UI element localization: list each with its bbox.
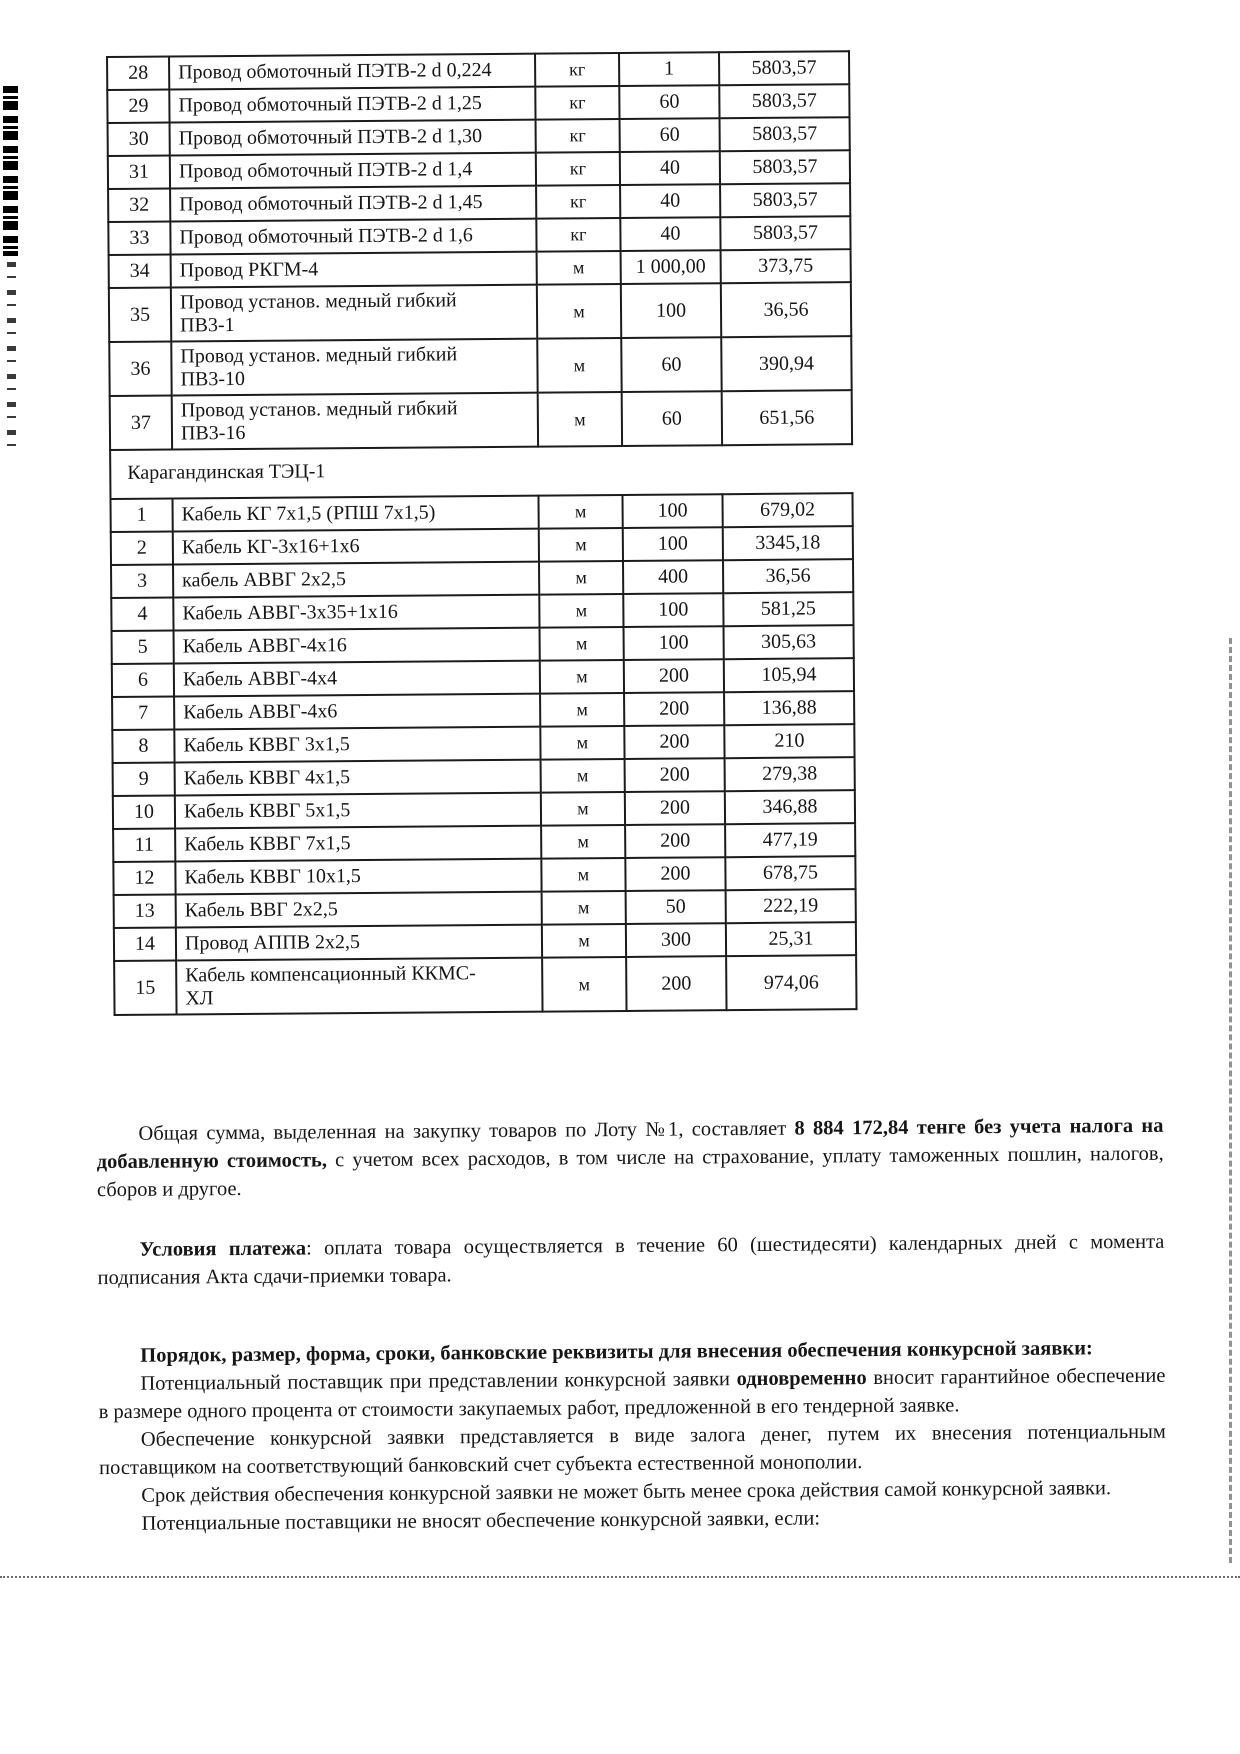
item-name-cell: Провод установ. медный гибкий ПВ3-1 xyxy=(171,285,537,342)
table-row xyxy=(109,282,851,342)
quantity-cell: 300 xyxy=(626,923,726,957)
unit-cell: м xyxy=(538,392,622,447)
row-number-cell: 34 xyxy=(109,255,171,288)
bid-security-paragraph-3: Срок действия обеспечения конкурсной заявки не может быть менее срока действия самой конкурсной заявки. xyxy=(141,1477,1112,1507)
unit-cell: м xyxy=(542,924,626,958)
item-name-cell: Кабель АВВГ-3х35+1х16 xyxy=(173,595,539,631)
total-sum-paragraph xyxy=(96,1112,1164,1204)
unit-price-cell: 679,02 xyxy=(722,493,852,527)
bid-security-paragraph-2: Обеспечение конкурсной заявки представляется в виде залога денег, путем их внесения потенциальным поставщиком на соответствующий банковский счет субъекта естественной монополии. xyxy=(99,1420,1166,1480)
unit-price-cell: 390,94 xyxy=(721,336,851,391)
row-number-cell: 10 xyxy=(113,796,175,829)
quantity-cell: 60 xyxy=(620,118,720,152)
item-name-cell: Провод установ. медный гибкий ПВ3-10 xyxy=(171,339,537,396)
quantity-cell: 40 xyxy=(620,151,720,185)
row-number-cell: 7 xyxy=(112,697,174,730)
item-name-cell: Кабель КВВГ 10х1,5 xyxy=(175,859,541,895)
lot-items-table-continued xyxy=(106,50,853,451)
unit-price-cell: 5803,57 xyxy=(720,216,850,250)
unit-cell: м xyxy=(539,561,623,595)
row-number-cell: 3 xyxy=(111,565,173,598)
unit-price-cell: 279,38 xyxy=(725,757,855,791)
item-name-cell: Кабель АВВГ-4х6 xyxy=(174,694,540,730)
row-number-cell: 29 xyxy=(107,90,169,123)
body-text xyxy=(96,1112,1166,1538)
item-name-cell: Провод обмоточный ПЭТВ-2 d 1,30 xyxy=(170,120,536,156)
unit-price-cell: 5803,57 xyxy=(719,84,849,118)
unit-cell: м xyxy=(537,338,621,393)
unit-price-cell: 651,56 xyxy=(722,390,852,445)
item-name-cell: Кабель КВВГ 3х1,5 xyxy=(174,727,540,763)
table-row xyxy=(109,336,851,396)
unit-cell: кг xyxy=(536,218,620,252)
bid-security-heading: Порядок, размер, форма, сроки, банковские реквизиты для внесения обеспечения конкурсной заявки: xyxy=(140,1337,1093,1367)
quantity-cell: 200 xyxy=(625,824,725,858)
unit-cell: кг xyxy=(536,185,620,219)
unit-price-cell: 5803,57 xyxy=(720,183,850,217)
quantity-cell: 1 000,00 xyxy=(621,250,721,284)
bid-security-paragraph-1 xyxy=(98,1362,1165,1426)
scan-artifact-dotted-rule xyxy=(0,1576,1240,1578)
item-name-cell: Кабель КВВГ 7х1,5 xyxy=(175,826,541,862)
row-number-cell: 36 xyxy=(109,342,171,396)
quantity-cell: 60 xyxy=(621,337,721,392)
item-name-cell: Кабель КВВГ 5х1,5 xyxy=(175,793,541,829)
unit-price-cell: 5803,57 xyxy=(720,150,850,184)
item-name-cell: Провод РКГМ-4 xyxy=(171,252,537,288)
bid-security-p1-pre: Потенциальный поставщик при представлении конкурсной заявки xyxy=(140,1368,737,1395)
unit-cell: м xyxy=(539,528,623,562)
table-row xyxy=(114,955,856,1015)
unit-price-cell: 305,63 xyxy=(724,625,854,659)
unit-cell: м xyxy=(540,726,624,760)
unit-cell: м xyxy=(542,957,626,1012)
quantity-cell: 40 xyxy=(620,217,720,251)
unit-cell: м xyxy=(541,759,625,793)
row-number-cell: 30 xyxy=(108,123,170,156)
unit-price-cell: 346,88 xyxy=(725,790,855,824)
item-name-cell: Провод установ. медный гибкий ПВ3-16 xyxy=(172,393,538,450)
item-name-cell: Провод обмоточный ПЭТВ-2 d 0,224 xyxy=(169,54,535,90)
item-name-cell: Провод обмоточный ПЭТВ-2 d 1,4 xyxy=(170,153,536,189)
row-number-cell: 6 xyxy=(112,664,174,697)
item-name-cell: Провод обмоточный ПЭТВ-2 d 1,45 xyxy=(170,186,536,222)
unit-cell: м xyxy=(540,627,624,661)
item-name-cell: Кабель компенсационный ККМС- ХЛ xyxy=(176,958,542,1015)
quantity-cell: 200 xyxy=(626,956,726,1011)
row-number-cell: 4 xyxy=(111,598,173,631)
unit-cell: м xyxy=(538,495,622,529)
station-items-table xyxy=(109,492,857,1016)
quantity-cell: 200 xyxy=(625,758,725,792)
unit-cell: м xyxy=(542,891,626,925)
total-sum-amount: 8 884 172,84 тенге без учета налога на добавленную стоимость, xyxy=(96,1114,1164,1174)
payment-terms-text: : оплата товара осуществляется в течение 60 (шестидесяти) календарных дней с момента подписания Акта сдачи-приемки товара. xyxy=(97,1230,1165,1290)
row-number-cell: 28 xyxy=(107,57,169,90)
item-name-cell: Провод обмоточный ПЭТВ-2 d 1,6 xyxy=(170,219,536,255)
item-name-cell: Кабель АВВГ-4х4 xyxy=(174,661,540,697)
item-name-cell: кабель АВВГ 2х2,5 xyxy=(173,562,539,598)
final-clause-paragraph: Потенциальные поставщики не вносят обеспечение конкурсной заявки, если: xyxy=(141,1507,821,1535)
payment-terms-label: Условия платежа xyxy=(139,1237,307,1261)
unit-price-cell: 477,19 xyxy=(725,823,855,857)
unit-cell: м xyxy=(540,660,624,694)
quantity-cell: 60 xyxy=(619,85,719,119)
row-number-cell: 15 xyxy=(114,961,176,1015)
section-title: Карагандинская ТЭЦ-1 xyxy=(109,445,851,498)
unit-cell: м xyxy=(540,693,624,727)
quantity-cell: 100 xyxy=(621,283,721,338)
quantity-cell: 60 xyxy=(622,391,722,446)
unit-price-cell: 3345,18 xyxy=(723,526,853,560)
unit-price-cell: 36,56 xyxy=(723,559,853,593)
unit-cell: кг xyxy=(536,119,620,153)
unit-cell: кг xyxy=(535,53,619,87)
row-number-cell: 31 xyxy=(108,156,170,189)
table-row xyxy=(110,390,852,450)
quantity-cell: 200 xyxy=(624,659,724,693)
unit-price-cell: 5803,57 xyxy=(719,51,849,85)
total-sum-text-post: с учетом всех расходов, в том числе на страхование, уплату таможенных пошлин, налогов, сборов и другое. xyxy=(96,1142,1164,1202)
row-number-cell: 33 xyxy=(108,222,170,255)
item-name-cell: Кабель КГ 7х1,5 (РПШ 7х1,5) xyxy=(172,496,538,532)
unit-cell: м xyxy=(537,251,621,285)
quantity-cell: 200 xyxy=(625,857,725,891)
item-name-cell: Кабель ВВГ 2х2,5 xyxy=(176,892,542,928)
unit-price-cell: 36,56 xyxy=(721,282,851,337)
quantity-cell: 100 xyxy=(623,527,723,561)
quantity-cell: 200 xyxy=(625,791,725,825)
quantity-cell: 100 xyxy=(622,494,722,528)
unit-cell: м xyxy=(541,825,625,859)
item-name-cell: Провод АППВ 2х2,5 xyxy=(176,925,542,961)
unit-price-cell: 25,31 xyxy=(726,922,856,956)
unit-price-cell: 136,88 xyxy=(724,691,854,725)
unit-price-cell: 581,25 xyxy=(723,592,853,626)
row-number-cell: 13 xyxy=(114,895,176,928)
unit-price-cell: 5803,57 xyxy=(720,117,850,151)
payment-terms-paragraph xyxy=(97,1228,1164,1292)
unit-cell: кг xyxy=(536,152,620,186)
item-name-cell: Кабель АВВГ-4х16 xyxy=(174,628,540,664)
quantity-cell: 40 xyxy=(620,184,720,218)
unit-cell: м xyxy=(541,858,625,892)
quantity-cell: 50 xyxy=(626,890,726,924)
unit-price-cell: 373,75 xyxy=(721,249,851,283)
row-number-cell: 35 xyxy=(109,288,171,342)
unit-price-cell: 105,94 xyxy=(724,658,854,692)
row-number-cell: 37 xyxy=(110,396,172,450)
bid-security-p1-bold: одновременно xyxy=(736,1367,867,1391)
item-name-cell: Провод обмоточный ПЭТВ-2 d 1,25 xyxy=(169,87,535,123)
unit-cell: м xyxy=(541,792,625,826)
unit-price-cell: 974,06 xyxy=(726,955,856,1010)
quantity-cell: 1 xyxy=(619,52,719,86)
row-number-cell: 32 xyxy=(108,189,170,222)
quantity-cell: 200 xyxy=(624,725,724,759)
quantity-cell: 100 xyxy=(623,593,723,627)
row-number-cell: 9 xyxy=(113,763,175,796)
row-number-cell: 8 xyxy=(112,730,174,763)
row-number-cell: 11 xyxy=(113,829,175,862)
unit-cell: кг xyxy=(535,86,619,120)
item-name-cell: Кабель КГ-3х16+1х6 xyxy=(173,529,539,565)
bid-security-p1-post: вносит гарантийное обеспечение в размере одного процента от стоимости закупаемых работ, предложенной в его тендерной заявке. xyxy=(98,1364,1166,1424)
row-number-cell: 12 xyxy=(113,862,175,895)
document-content xyxy=(0,47,1240,1539)
quantity-cell: 400 xyxy=(623,560,723,594)
row-number-cell: 14 xyxy=(114,928,176,961)
unit-cell: м xyxy=(537,284,621,339)
unit-cell: м xyxy=(539,594,623,628)
unit-price-cell: 210 xyxy=(724,724,854,758)
unit-price-cell: 678,75 xyxy=(725,856,855,890)
item-name-cell: Кабель КВВГ 4х1,5 xyxy=(175,760,541,796)
row-number-cell: 1 xyxy=(110,499,172,532)
total-sum-text-pre: Общая сумма, выделенная на закупку товаров по Лоту №1, составляет xyxy=(138,1117,795,1145)
quantity-cell: 100 xyxy=(624,626,724,660)
quantity-cell: 200 xyxy=(624,692,724,726)
unit-price-cell: 222,19 xyxy=(726,889,856,923)
row-number-cell: 2 xyxy=(111,532,173,565)
row-number-cell: 5 xyxy=(112,631,174,664)
